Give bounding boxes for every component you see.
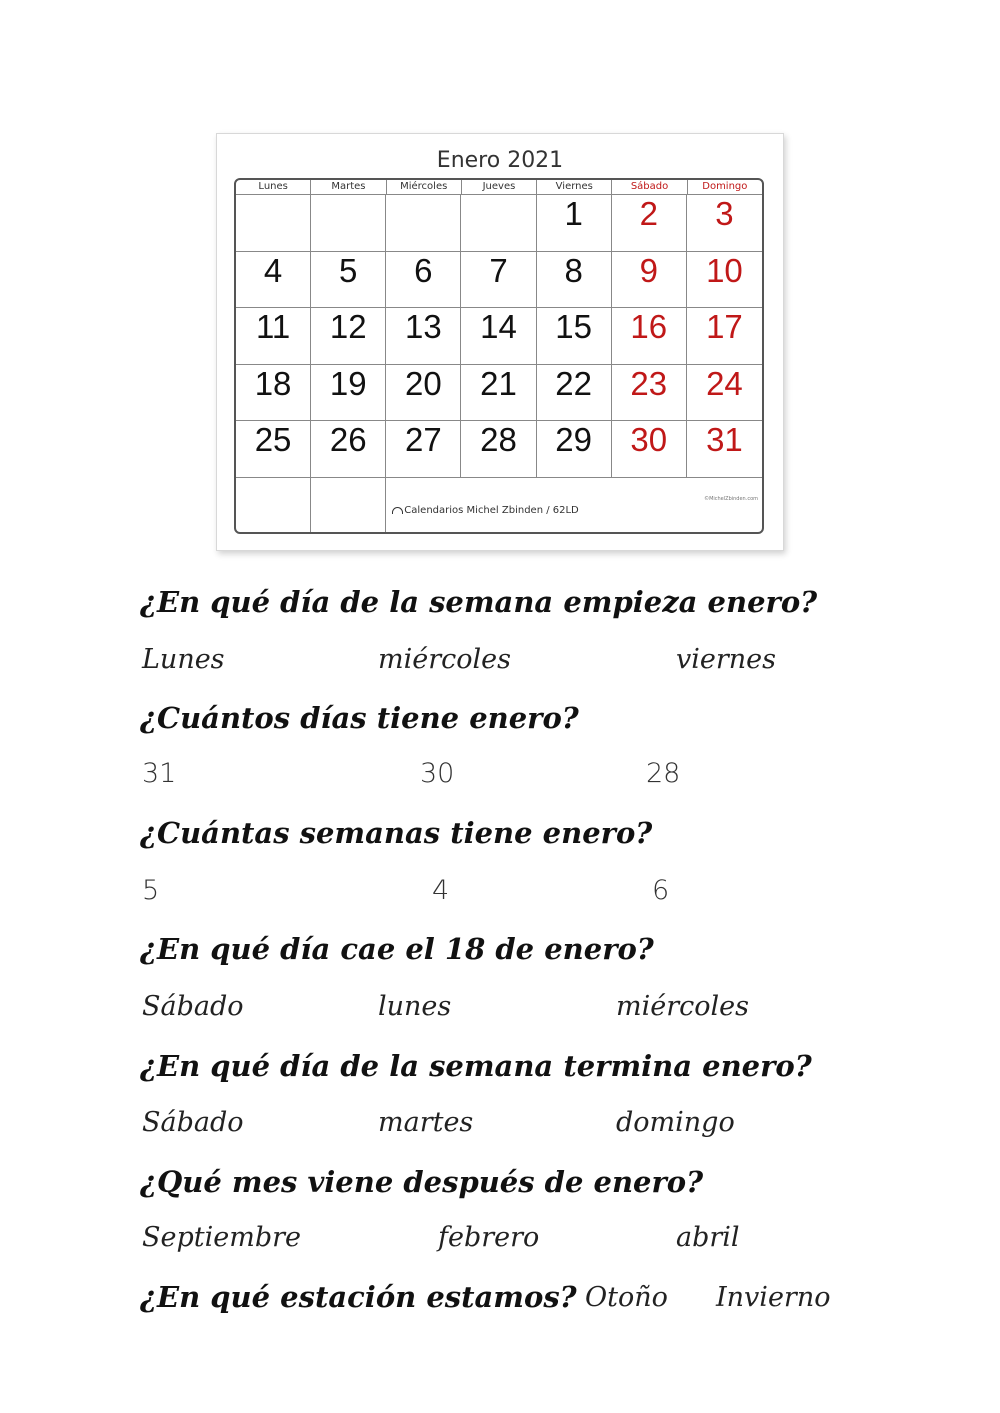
answer-option[interactable]: 4 <box>432 875 450 906</box>
question-2: ¿Cuántos días tiene enero? <box>140 701 579 735</box>
day-cell: 30 <box>612 421 687 478</box>
answer-option[interactable]: 31 <box>142 758 177 789</box>
question-3: ¿Cuántas semanas tiene enero? <box>140 816 653 850</box>
site-credit: ©MichelZbinden.com <box>704 495 758 502</box>
day-cell: 25 <box>236 421 311 478</box>
day-cell: 27 <box>386 421 461 478</box>
day-cell: 9 <box>612 252 687 309</box>
answer-option[interactable]: martes <box>378 1107 474 1138</box>
answer-option[interactable]: 28 <box>646 758 681 789</box>
day-cell <box>386 195 461 252</box>
calendar-title: Enero 2021 <box>436 148 564 173</box>
day-cell: 14 <box>461 308 536 365</box>
calendar-image <box>216 133 784 551</box>
answer-option[interactable]: 30 <box>420 758 455 789</box>
day-cell: 4 <box>236 252 311 309</box>
weekday-label: Domingo <box>702 181 748 192</box>
answer-option[interactable]: miércoles <box>378 644 511 675</box>
day-cell: 3 <box>687 195 762 252</box>
day-cell: 2 <box>612 195 687 252</box>
answer-option[interactable]: Sábado <box>142 991 244 1022</box>
answer-option[interactable]: domingo <box>616 1107 735 1138</box>
calendar-days <box>236 195 762 534</box>
day-cell: 17 <box>687 308 762 365</box>
weekday-label: Lunes <box>236 180 311 194</box>
day-cell: 24 <box>687 365 762 422</box>
day-cell: 15 <box>537 308 612 365</box>
day-cell: 5 <box>311 252 386 309</box>
answer-option[interactable]: lunes <box>378 991 452 1022</box>
answer-option[interactable]: 5 <box>142 875 160 906</box>
answer-option[interactable]: miércoles <box>616 991 749 1022</box>
day-cell: 23 <box>612 365 687 422</box>
calendar-grid <box>234 178 764 534</box>
day-cell: 8 <box>537 252 612 309</box>
day-cell: 13 <box>386 308 461 365</box>
credit-text: Calendarios Michel Zbinden / 62LD <box>404 505 579 516</box>
day-cell: 28 <box>461 421 536 478</box>
day-cell: 11 <box>236 308 311 365</box>
day-cell-empty <box>311 478 386 535</box>
question-6: ¿Qué mes viene después de enero? <box>140 1165 704 1199</box>
answer-option[interactable]: 6 <box>652 875 670 906</box>
day-cell-empty <box>236 478 311 535</box>
logo-icon <box>392 507 403 514</box>
weekday-header <box>236 180 762 195</box>
day-cell: 7 <box>461 252 536 309</box>
weekday-label: Miércoles <box>387 180 462 194</box>
question-1: ¿En qué día de la semana empieza enero? <box>140 585 818 619</box>
answer-option[interactable]: Otoño <box>585 1282 668 1313</box>
day-cell: 1 <box>537 195 612 252</box>
calendar-footer <box>386 478 762 535</box>
day-cell: 12 <box>311 308 386 365</box>
day-cell: 29 <box>537 421 612 478</box>
calendar-credit <box>392 492 578 530</box>
weekday-label: Martes <box>311 180 386 194</box>
question-7: ¿En qué estación estamos? <box>140 1280 577 1314</box>
answer-option[interactable]: Lunes <box>142 644 225 675</box>
weekday-label: Sábado <box>612 180 687 194</box>
day-cell: 6 <box>386 252 461 309</box>
day-cell: 19 <box>311 365 386 422</box>
question-5: ¿En qué día de la semana termina enero? <box>140 1049 812 1083</box>
day-cell <box>461 195 536 252</box>
answer-option[interactable]: Sábado <box>142 1107 244 1138</box>
weekday-label: Jueves <box>462 180 537 194</box>
weekday-label: Viernes <box>537 180 612 194</box>
day-cell: 21 <box>461 365 536 422</box>
answer-option[interactable]: abril <box>676 1222 740 1253</box>
day-cell: 18 <box>236 365 311 422</box>
day-cell: 10 <box>687 252 762 309</box>
answer-option[interactable]: Invierno <box>716 1282 831 1313</box>
answer-option[interactable]: febrero <box>438 1222 540 1253</box>
day-cell: 22 <box>537 365 612 422</box>
day-cell <box>311 195 386 252</box>
day-cell <box>236 195 311 252</box>
answer-option[interactable]: viernes <box>676 644 776 675</box>
day-cell: 16 <box>612 308 687 365</box>
day-cell: 20 <box>386 365 461 422</box>
answer-option[interactable]: Septiembre <box>142 1222 301 1253</box>
day-cell: 26 <box>311 421 386 478</box>
question-4: ¿En qué día cae el 18 de enero? <box>140 932 654 966</box>
day-cell: 31 <box>687 421 762 478</box>
